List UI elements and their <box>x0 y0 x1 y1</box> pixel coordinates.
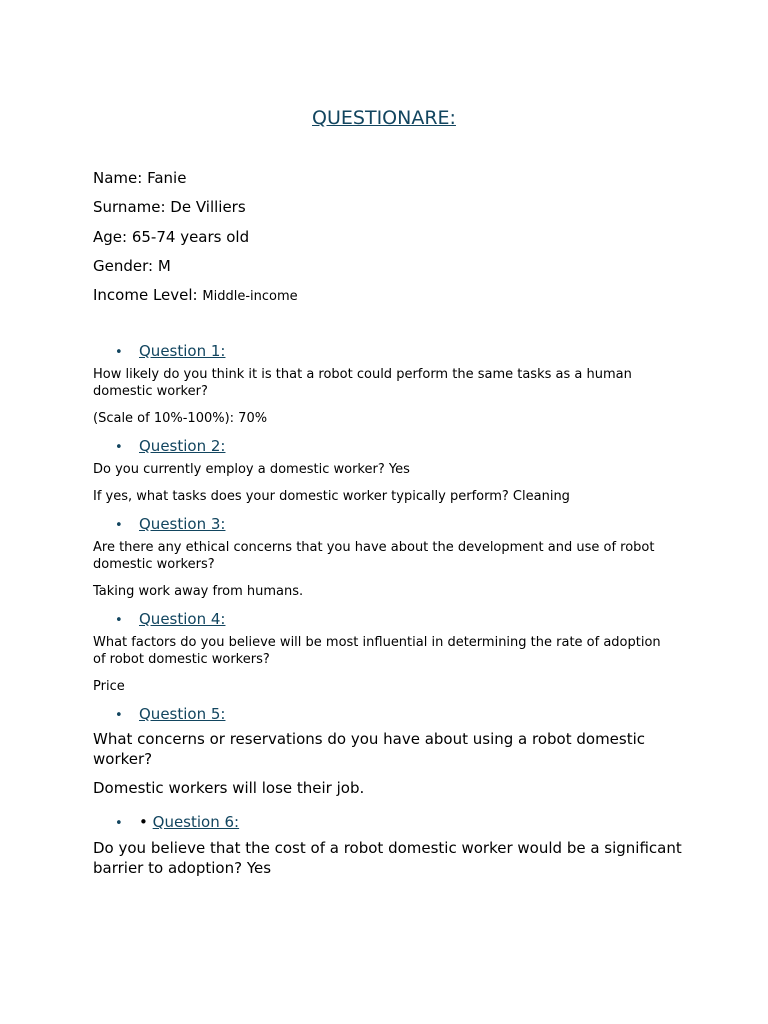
question-6-heading <box>115 812 239 834</box>
bullet-icon: • <box>115 440 123 455</box>
income-field <box>93 285 298 307</box>
income-value: Middle-income <box>202 289 298 304</box>
question-1-label: Question 1: <box>139 342 226 360</box>
question-1-answer: (Scale of 10%-100%): 70% <box>93 411 268 426</box>
question-2-heading <box>115 436 225 458</box>
question-5-label: Question 5: <box>139 705 226 723</box>
question-3-text: Are there any ethical concerns that you have about the development and use of robot domestic workers? <box>93 540 655 572</box>
question-2-followup: If yes, what tasks does your domestic worker typically perform? Cleaning <box>93 489 570 504</box>
question-2-label: Question 2: <box>139 437 226 455</box>
question-2-text: Do you currently employ a domestic worker? Yes <box>93 462 410 477</box>
name-field: Name: Fanie <box>93 169 187 187</box>
question-3-heading <box>115 514 225 536</box>
question-4-heading <box>115 609 225 631</box>
question-1-text: How likely do you think it is that a robot could perform the same tasks as a human domestic worker? <box>93 367 632 399</box>
bullet-icon: • <box>115 518 123 533</box>
question-1-heading <box>115 341 225 363</box>
question-4-label: Question 4: <box>139 610 226 628</box>
question-5-answer: Domestic workers will lose their job. <box>93 779 365 797</box>
question-3-label: Question 3: <box>139 515 226 533</box>
page-title: QUESTIONARE: <box>312 107 456 129</box>
bullet-icon: • <box>115 708 123 723</box>
gender-field: Gender: M <box>93 257 171 275</box>
question-4-answer: Price <box>93 679 125 694</box>
question-3-answer: Taking work away from humans. <box>93 584 304 599</box>
question-4-text: What factors do you believe will be most influential in determining the rate of adoption of robot domestic workers? <box>93 635 661 667</box>
surname-field: Surname: De Villiers <box>93 198 246 216</box>
question-6-text: Do you believe that the cost of a robot domestic worker would be a significant barrier to adoption? Yes <box>93 839 682 877</box>
bullet-icon: • <box>115 816 123 831</box>
inner-bullet-icon: • <box>139 813 148 831</box>
question-5-heading <box>115 704 225 726</box>
age-field: Age: 65-74 years old <box>93 228 250 246</box>
bullet-icon: • <box>115 345 123 360</box>
question-5-text: What concerns or reservations do you have about using a robot domestic worker? <box>93 730 646 768</box>
income-label: Income Level: <box>93 286 203 304</box>
bullet-icon: • <box>115 613 123 628</box>
question-6-label: Question 6: <box>152 813 240 831</box>
